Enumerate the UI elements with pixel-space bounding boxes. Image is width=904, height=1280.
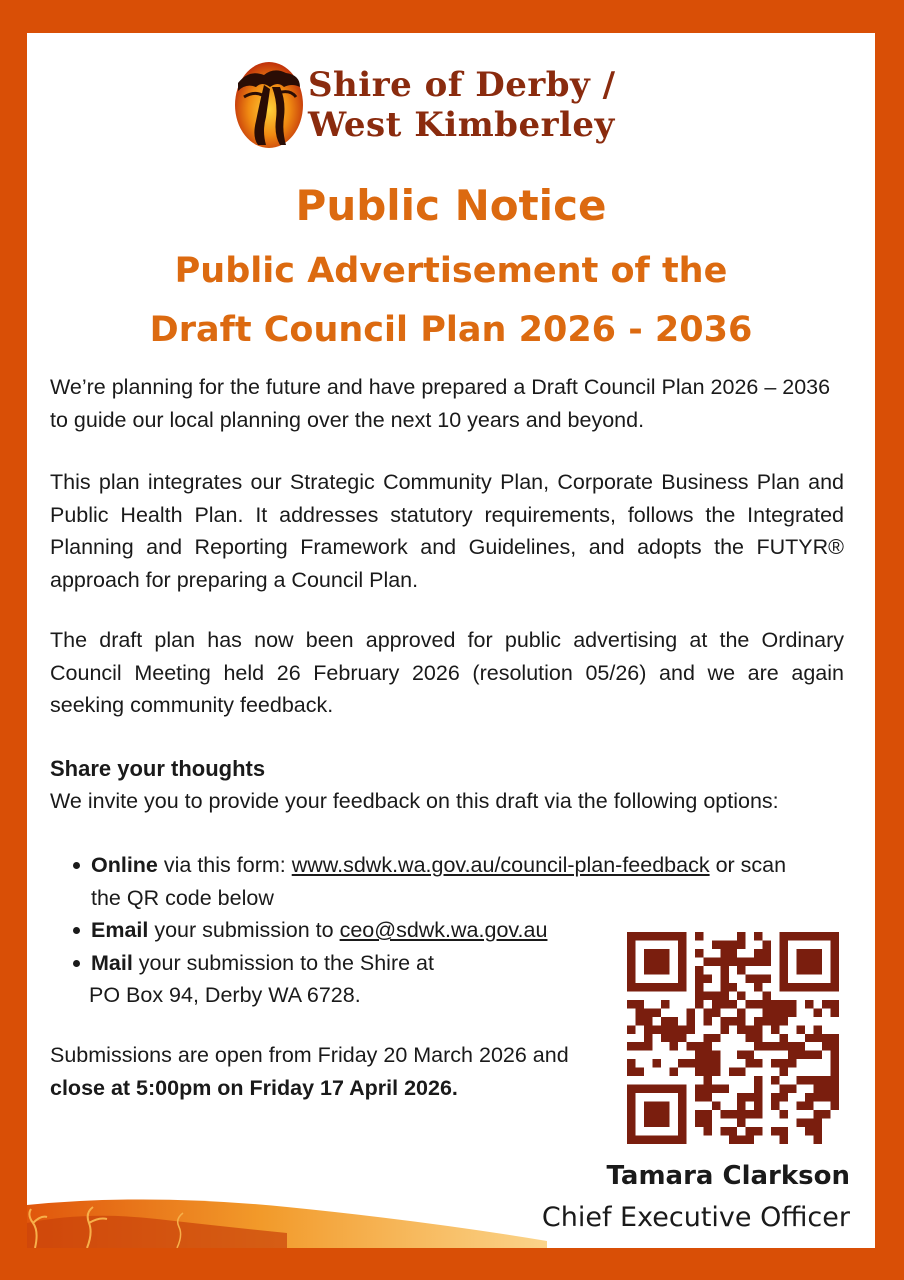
option-online-suffix: or scan the QR code below (91, 853, 787, 910)
boab-tree-sunset-icon (234, 61, 304, 149)
ceo-title: Chief Executive Officer (541, 1202, 850, 1233)
option-online-label: Online (91, 853, 158, 877)
logo-text-line-2: West Kimberley (308, 105, 615, 145)
logo-text-line-1: Shire of Derby / (308, 65, 616, 105)
footer-landscape-art (27, 1193, 547, 1248)
notice-page (27, 33, 875, 1248)
email-link[interactable]: ceo@sdwk.wa.gov.au (339, 918, 548, 942)
submissions-open-text: Submissions are open from Friday 20 March 2026 and (50, 1043, 569, 1067)
page-title: Public Notice (295, 181, 607, 230)
feedback-form-link[interactable]: www.sdwk.wa.gov.au/council-plan-feedback (291, 853, 710, 877)
submissions-close-text: close at 5:00pm on Friday 17 April 2026. (50, 1076, 458, 1100)
option-online-text: via this form: (157, 853, 292, 877)
share-heading: Share your thoughts (50, 756, 266, 781)
approval-paragraph: The draft plan has now been approved for public advertising at the Ordinary Council Meeting held 26 February 2026 (resolution 05/26) and we are again seeking community feedback. (50, 628, 844, 717)
option-mail-label: Mail (91, 950, 133, 975)
option-online (91, 849, 811, 914)
ceo-name: Tamara Clarkson (606, 1161, 850, 1191)
submissions-paragraph (50, 1039, 630, 1105)
option-email-text: your submission to (148, 918, 340, 942)
subtitle-line-2: Draft Council Plan 2026 - 2036 (149, 310, 753, 350)
mail-address: PO Box 94, Derby WA 6728. (89, 983, 361, 1007)
subtitle-line-1: Public Advertisement of the (174, 251, 728, 291)
intro-paragraph: We’re planning for the future and have prepared a Draft Council Plan 2026 – 2036 to guide our local planning over the next 10 years and beyond. (50, 375, 831, 432)
integration-paragraph: This plan integrates our Strategic Community Plan, Corporate Business Plan and Public Health Plan. It addresses statutory requirements, follows the Integrated Planning and Reporting Framework and Guidelines, and adopts the FUTYR® approach for preparing a Council Plan. (50, 470, 844, 592)
shire-logo (234, 61, 634, 151)
invite-paragraph: We invite you to provide your feedback on this draft via the following options: (50, 789, 779, 813)
option-mail-text: your submission to the Shire at (132, 950, 434, 975)
qr-code-icon[interactable] (627, 932, 839, 1144)
option-email-label: Email (91, 918, 149, 942)
